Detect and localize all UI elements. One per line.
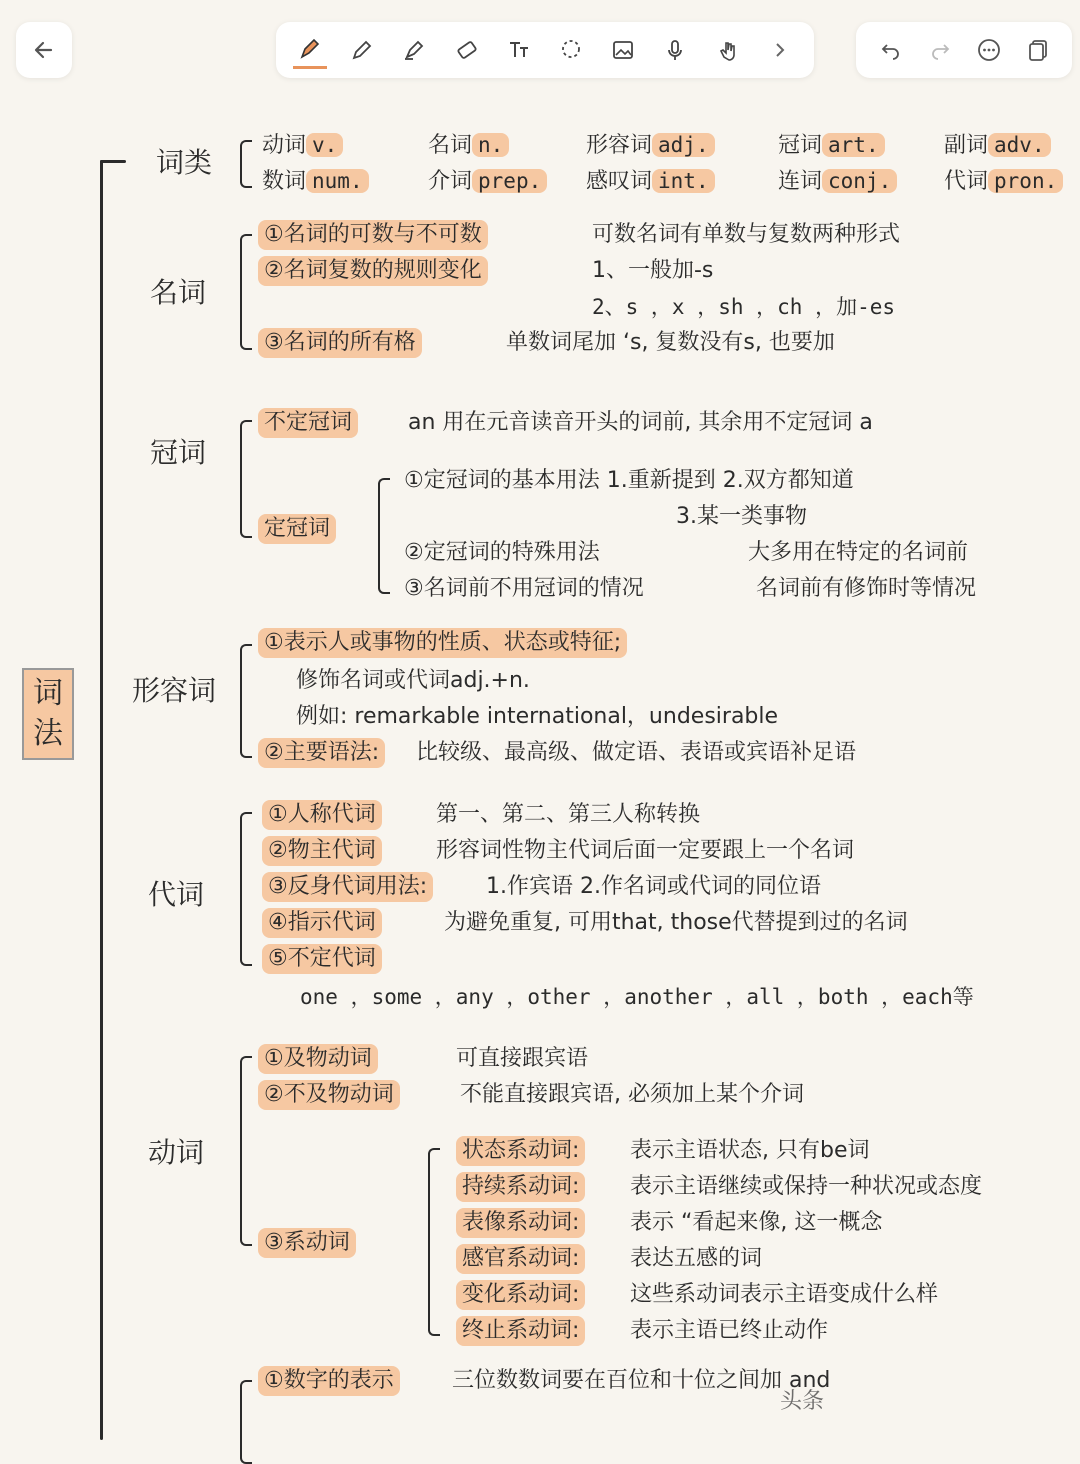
mingci-item-2-tag: ②名词复数的规则变化 [258, 256, 488, 286]
daici-item-5-tag: ⑤不定代词 [262, 944, 382, 974]
daici-item-1-text: 第一、第二、第三人称转换 [436, 802, 701, 827]
link-verb-tag: 感官系动词: [456, 1244, 585, 1274]
dongci-item-1-tag: ①及物动词 [258, 1044, 378, 1074]
mingci-item-1-text: 可数名词有单数与复数两种形式 [592, 222, 901, 247]
section-title-cilei: 词类 [156, 146, 213, 179]
link-verb-tag: 状态系动词: [456, 1136, 585, 1166]
shuci-item-1-text: 三位数数词要在百位和十位之间加 and [452, 1368, 831, 1393]
daici-item-2-tag: ②物主代词 [262, 836, 382, 866]
guanci-indef-tag: 不定冠词 [258, 408, 358, 438]
section-title-xingrongci: 形容词 [132, 674, 217, 707]
daici-item-4-tag: ④指示代词 [262, 908, 382, 938]
guanci-def-2: ②定冠词的特殊用法 [404, 540, 600, 565]
brace [240, 420, 252, 538]
guanci-def-3: ③名词前不用冠词的情况 [404, 576, 644, 601]
trunk-tick [100, 160, 126, 163]
brace [378, 478, 390, 594]
mingci-item-2-text-1: 1、一般加-s [592, 258, 714, 283]
section-title-mingci: 名词 [150, 276, 207, 309]
brace [240, 234, 252, 350]
dongci-item-2-text: 不能直接跟宾语, 必须加上某个介词 [460, 1082, 804, 1107]
link-verb-tag: 终止系动词: [456, 1316, 585, 1346]
brace [240, 140, 252, 188]
link-verb-text: 表示主语继续或保持一种状况或态度 [630, 1174, 983, 1199]
guanci-def-2b: 大多用在特定的名词前 [748, 540, 969, 565]
dongci-item-3-tag: ③系动词 [258, 1228, 356, 1258]
brace [428, 1148, 440, 1336]
daici-item-4-text: 为避免重复, 可用that, those代替提到过的名词 [444, 910, 908, 935]
guanci-def-tag: 定冠词 [258, 514, 336, 544]
brace [240, 1380, 252, 1464]
link-verb-tag: 表像系动词: [456, 1208, 585, 1238]
mingci-item-3-text: 单数词尾加 ‘s, 复数没有s, 也要加 [506, 330, 835, 355]
shuci-item-1-tag: ①数字的表示 [258, 1366, 400, 1396]
note-canvas[interactable]: 词法 词类 动词 v. 名词 n. 形容词 adj. 冠词 art. 副词 adv. 数词 num. 介词 prep. 感叹词 int. 连词 conj. 代词 pron. 名词 ①名词的可数与不可数 可数名词有单数与复数两种形式 ②名词复数的规则变化 1、一般加-s 2、s ，x ，sh ，ch ，加-es ③名词的所有格 单数词尾加 ‘s, 复数没有s, 也要加 冠词 不定冠词 an 用在元音读音开头的词前, 其余用不定冠词 a 定冠词 ①定冠词的基本用法 1.重新提到 2.双方都知道 3.某一类事物 ②定冠词的特殊用法 大多用在特定的名词前 ③名词前不用冠词的情况 名词前有修饰时等情况 形容词 ①表示人或事物的性质、状态或特征; 修饰名词或代词adj.+n. 例如: remarkable international，undesirable ②主要语法: 比较级、最高级、做定语、表语或宾语补足语 代词 ①人称代词 第一、第二、第三人称转换 ②物主代词 形容词性物主代词后面一定要跟上一个名词 ③反身代词用法: 1.作宾语 2.作名词或代词的同位语 ④指示代词 为避免重复, 可用that, those代替提到过的名词 ⑤不定代词 one ，some ，any ，other ，another ，all ，both ，each等 动词 ①及物动词 可直接跟宾语 ②不及物动词 不能直接跟宾语, 必须加上某个介词 ③系动词 状态系动词: 表示主语状态, 只有be词 持续系动词: 表示主语继续或保持一种状况或态度 表像系动词: 表示 “看起来像, 这一概念 感官系动词: 表达五感的词 变化系动词: 这些系动词表示主语变成什么样 终止系动词: 表示主语已终止动作 ①数字的表示 三位数数词要在百位和十位之间加 and 头条 [0, 0, 1080, 1440]
brace [240, 812, 252, 966]
dongci-item-1-text: 可直接跟宾语 [456, 1046, 589, 1071]
guanci-def-1: ①定冠词的基本用法 1.重新提到 2.双方都知道 [404, 468, 854, 493]
link-verb-text: 表示 “看起来像, 这一概念 [630, 1210, 883, 1235]
link-verb-tag: 变化系动词: [456, 1280, 585, 1310]
dongci-item-2-tag: ②不及物动词 [258, 1080, 400, 1110]
watermark: 头条 [780, 1389, 825, 1414]
mingci-item-3-tag: ③名词的所有格 [258, 328, 422, 358]
root-node: 词法 [22, 668, 74, 760]
daici-item-5-text: one ，some ，any ，other ，another ，all ，both ，each等 [300, 985, 974, 1009]
link-verb-text: 表示主语状态, 只有be词 [630, 1138, 870, 1163]
guanci-indef-text: an 用在元音读音开头的词前, 其余用不定冠词 a [408, 410, 873, 435]
link-verb-text: 表达五感的词 [630, 1246, 763, 1271]
trunk-line [100, 160, 103, 1440]
xingrongci-item-2-tag: ②主要语法: [258, 738, 385, 768]
xingrongci-item-2-text: 比较级、最高级、做定语、表语或宾语补足语 [416, 740, 857, 765]
daici-item-3-text: 1.作宾语 2.作名词或代词的同位语 [486, 874, 821, 899]
daici-item-2-text: 形容词性物主代词后面一定要跟上一个名词 [436, 838, 855, 863]
section-title-dongci: 动词 [148, 1136, 205, 1169]
guanci-def-3b: 名词前有修饰时等情况 [756, 576, 977, 601]
link-verb-tag: 持续系动词: [456, 1172, 585, 1202]
link-verb-text: 这些系动词表示主语变成什么样 [630, 1282, 939, 1307]
guanci-def-1b: 3.某一类事物 [676, 504, 807, 529]
xingrongci-item-1-line-2: 修饰名词或代词adj.+n. [296, 668, 530, 693]
section-title-guanci: 冠词 [150, 436, 207, 469]
daici-item-1-tag: ①人称代词 [262, 800, 382, 830]
section-title-daici: 代词 [148, 878, 205, 911]
link-verb-text: 表示主语已终止动作 [630, 1318, 829, 1343]
xingrongci-item-1-tag: ①表示人或事物的性质、状态或特征; [258, 628, 627, 658]
daici-item-3-tag: ③反身代词用法: [262, 872, 433, 902]
mingci-item-2-text-2: 2、s ，x ，sh ，ch ，加-es [592, 295, 896, 319]
mingci-item-1-tag: ①名词的可数与不可数 [258, 220, 488, 250]
brace [240, 644, 252, 758]
xingrongci-item-1-line-3: 例如: remarkable international，undesirable [296, 704, 779, 729]
brace [240, 1056, 252, 1246]
